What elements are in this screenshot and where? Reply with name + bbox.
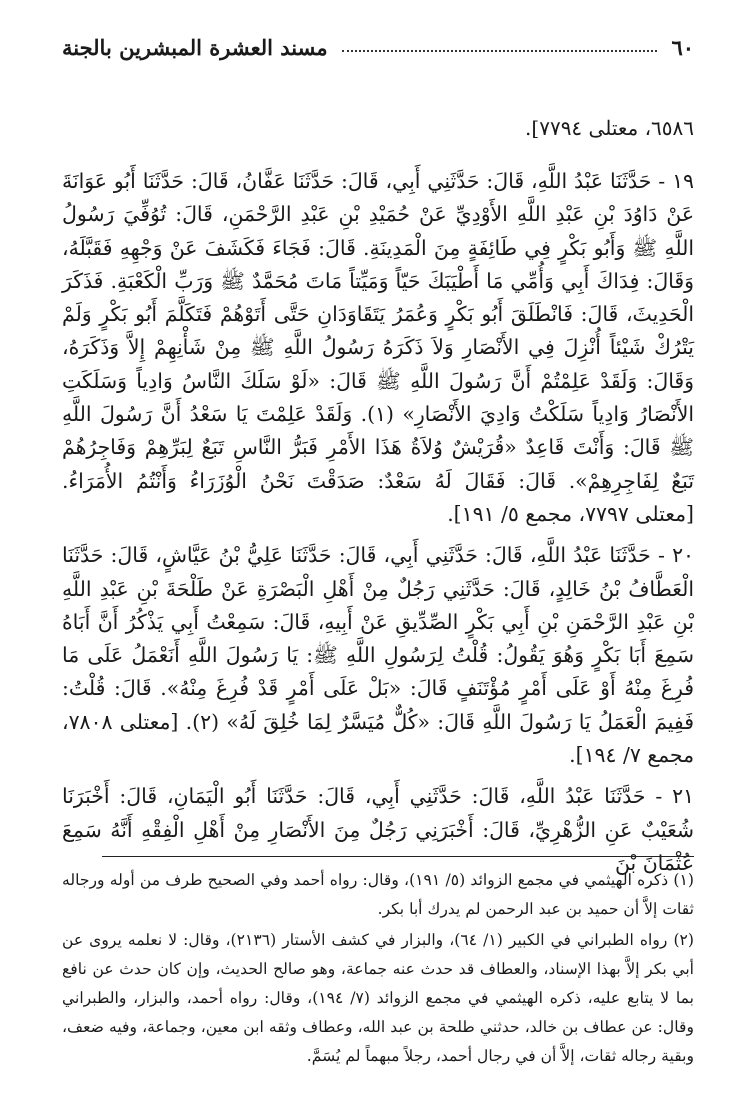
hadith-19: ١٩ - حَدَّثَنَا عَبْدُ اللَّهِ، قَالَ: حَدَّثَنِي أَبِي، قَالَ: حَدَّثَنَا عَفَّانُ، قَالَ: حَدَّثَنَا أَبُو عَوَانَةَ عَنْ دَاوُدَ بْنِ عَبْدِ اللَّهِ الأَوْدِيِّ عَنْ حُمَيْدِ بْنِ عَبْدِ الرَّحْمَنِ، قَالَ: تُوُفِّيَ رَسُولُ اللَّهِ ﷺ وَأَبُو بَكْرٍ فِي طَائِفَةٍ مِنَ الْمَدِينَةِ. قَالَ: فَجَاءَ فَكَشَفَ عَنْ وَجْهِهِ فَقَبَّلَهُ، وَقَالَ: فِدَاكَ أَبِي وَأُمِّي مَا أَطْيَبَكَ حَيّاً وَمَيِّتاً مَاتَ مُحَمَّدٌ ﷺ وَرَبِّ الْكَعْبَةِ. فَذَكَرَ الْحَدِيثَ، قَالَ: فَانْطَلَقَ أَبُو بَكْرٍ وَعُمَرُ يَتَقَاوَدَانِ حَتَّى أَتَوْهُمْ فَتَكَلَّمَ أَبُو بَكْرٍ وَلَمْ يَتْرُكْ شَيْئاً أُنْزِلَ فِي الأَنْصَارِ وَلاَ ذَكَرَهُ رَسُولُ اللَّهِ ﷺ مِنْ شَأْنِهِمْ إِلاَّ وَذَكَرَهُ، وَقَالَ: وَلَقَدْ عَلِمْتُمْ أَنَّ رَسُولَ اللَّهِ ﷺ قَالَ: «لَوْ سَلَكَ النَّاسُ وَادِياً وَسَلَكَتِ الأَنْصَارُ وَادِياً سَلَكْتُ وَادِيَ الأَنْصَارِ» (١). وَلَقَدْ عَلِمْتَ يَا سَعْدُ أَنَّ رَسُولَ اللَّهِ ﷺ قَالَ: وَأَنْتَ قَاعِدٌ «قُرَيْشٌ وُلاَةُ هَذَا الأَمْرِ فَبَرُّ النَّاسِ تَبَعٌ لِبَرِّهِمْ وَفَاجِرُهُمْ تَبَعٌ لِفَاجِرِهِمْ». قَالَ: فَقَالَ لَهُ سَعْدٌ: صَدَقْتَ نَحْنُ الْوُزَرَاءُ وَأَنْتُمُ الأُمَرَاءُ. [معتلى ٧٧٩٧، مجمع ٥/ ١٩١]. bbox=[62, 169, 695, 526]
running-head bbox=[62, 30, 694, 64]
page-number: ٦٠ bbox=[671, 34, 694, 60]
running-title: مسند العشرة المبشرين بالجنة bbox=[62, 34, 328, 60]
footnote-divider bbox=[102, 856, 694, 857]
continuation-reference: ٦٥٨٦، معتلى ٧٧٩٤]. bbox=[525, 116, 694, 140]
header-dotted-leader bbox=[342, 50, 658, 52]
hadith-21: ٢١ - حَدَّثَنَا عَبْدُ اللَّهِ، قَالَ: حَدَّثَنِي أَبِي، قَالَ: حَدَّثَنَا أَبُو الْيَمَانِ، قَالَ: أَخْبَرَنَا شُعَيْبٌ عَنِ الزُّهْرِيِّ، قَالَ: أَخْبَرَنِي رَجُلٌ مِنَ الأَنْصَارِ مِنْ أَهْلِ الْفِقْهِ أَنَّهُ سَمِعَ عُثْمَانَ بْنَ bbox=[62, 784, 694, 875]
footnote-2: (٢) رواه الطبراني في الكبير (١/ ٦٤)، والبزار في كشف الأستار (٢١٣٦)، وقال: لا نعلمه يروى عن أبي بكر إلاَّ بهذا الإسناد، والعطاف قد حدث عنه جماعة، وهو صالح الحديث، وإن كان حدث عن نافع بما لا يتابع عليه، ذكره الهيثمي في مجمع الزوائد (٧/ ١٩٤)، وقال: رواه أحمد، والبزار، والطبراني وقال: عن عطاف بن خالد، حدثني طلحة بن عبد الله، وعطاف وثقه ابن معين، وجماعة، وفيه ضعف، وبقية رجاله ثقات، إلاَّ أن في رجال أحمد، رجلاً مبهماً لم يُسَمَّ. bbox=[62, 931, 695, 1065]
footnotes bbox=[62, 866, 694, 1071]
hadith-20: ٢٠ - حَدَّثَنَا عَبْدُ اللَّهِ، قَالَ: حَدَّثَنِي أَبِي، قَالَ: حَدَّثَنَا عَلِيُّ بْنُ عَيَّاشٍ، قَالَ: حَدَّثَنَا الْعَطَّافُ بْنُ خَالِدٍ، قَالَ: حَدَّثَنِي رَجُلٌ مِنْ أَهْلِ الْبَصْرَةِ عَنْ طَلْحَةَ بْنِ عَبْدِ اللَّهِ بْنِ عَبْدِ الرَّحْمَنِ بْنِ أَبِي بَكْرٍ الصِّدِّيقِ عَنْ أَبِيهِ، قَالَ: سَمِعْتُ أَبِي يَذْكُرُ أَنَّ أَبَاهُ سَمِعَ أَبَا بَكْرٍ وَهُوَ يَقُولُ: قُلْتُ لِرَسُولِ اللَّهِ ﷺ: يَا رَسُولَ اللَّهِ أَنَعْمَلُ عَلَى مَا فُرِغَ مِنْهُ أَوْ عَلَى أَمْرٍ مُؤْتَنَفٍ قَالَ: «بَلْ عَلَى أَمْرٍ قَدْ فُرِغَ مِنْهُ». قَالَ: قُلْتُ: فَفِيمَ الْعَمَلُ يَا رَسُولَ اللَّهِ قَالَ: «كُلٌّ مُيَسَّرٌ لِمَا خُلِقَ لَهُ» (٢). [معتلى ٧٨٠٨، مجمع ٧/ ١٩٤]. bbox=[62, 543, 694, 768]
footnote-1: (١) ذكره الهيثمي في مجمع الزوائد (٥/ ١٩١)، وقال: رواه أحمد وفي الصحيح طرف من أوله ورجاله ثقات إلاَّ أن حميد بن عبد الرحمن لم يدرك أبا بكر. bbox=[62, 871, 694, 918]
